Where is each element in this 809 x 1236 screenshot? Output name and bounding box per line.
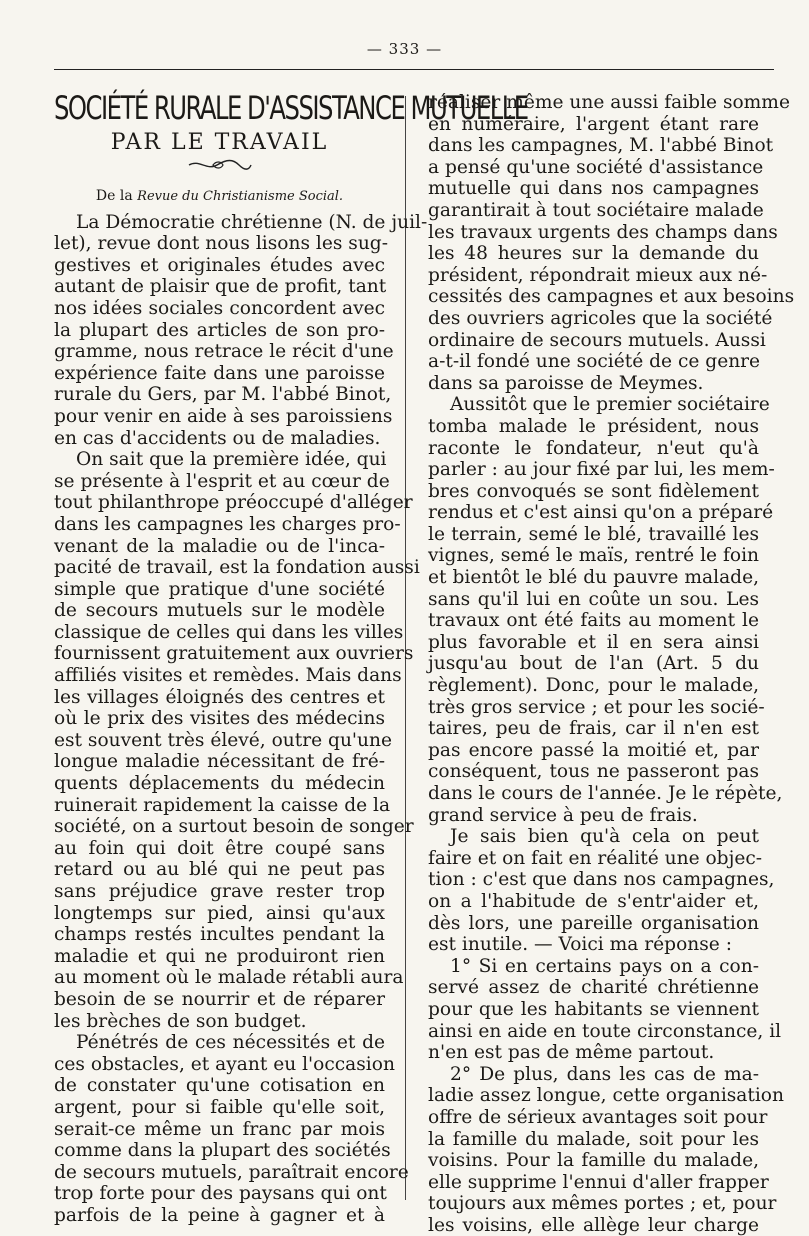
text-line: voisins. Pour la famille du malade, — [428, 1150, 759, 1172]
text-line: Aussitôt que le premier sociétaire — [450, 394, 770, 416]
text-line: comme dans la plupart des sociétés — [54, 1140, 391, 1162]
text-line: simple que pratique d'une société — [54, 578, 385, 600]
source-prefix: De la — [95, 188, 133, 204]
text-line: champs restés incultes pendant la — [54, 924, 385, 946]
text-line: des ouvriers agricoles que la société — [428, 307, 773, 329]
text-line: au moment où le malade rétabli aura — [54, 967, 404, 989]
text-line: besoin de se nourrir et de réparer — [54, 988, 385, 1010]
text-line: autant de plaisir que de profit, tant — [54, 276, 387, 298]
text-line: classique de celles qui dans les villes — [54, 621, 404, 643]
text-line: conséquent, tous ne passeront pas — [428, 761, 759, 783]
text-line: de secours mutuels sur le modèle — [54, 600, 385, 622]
text-line: a pensé qu'une société d'assistance — [428, 156, 764, 178]
text-line: venant de la maladie ou de l'inca- — [54, 535, 385, 557]
text-line: raconte le fondateur, n'eut qu'à — [428, 437, 759, 459]
text-line: toujours aux mêmes portes ; et, pour — [428, 1193, 777, 1215]
text-line: La Démocratie chrétienne (N. de juil- — [76, 211, 428, 233]
header-rule — [54, 69, 774, 70]
text-line: cessités des campagnes et aux besoins — [428, 286, 795, 308]
text-line: maladie et qui ne produiront rien — [54, 945, 385, 967]
text-line: longue maladie nécessitant de fré- — [54, 751, 385, 773]
text-line: dans les campagnes les charges pro- — [54, 513, 401, 535]
text-line: les villages éloignés des centres et — [54, 686, 385, 708]
text-line: 1° Si en certains pays on a con- — [450, 955, 759, 977]
text-line: pour venir en aide à ses paroissiens — [54, 405, 393, 427]
source-line — [54, 186, 385, 208]
text-line: la famille du malade, soit pour les — [428, 1128, 759, 1150]
text-line: ladie assez longue, cette organisation — [428, 1085, 784, 1107]
text-line: grand service à peu de frais. — [428, 804, 698, 826]
text-line: de secours mutuels, paraîtrait encore — [54, 1161, 409, 1183]
source-journal: Revue du Christianisme Social. — [137, 189, 344, 204]
text-line: ruinerait rapidement la caisse de la — [54, 794, 391, 816]
text-line: vignes, semé le maïs, rentré le foin — [428, 545, 759, 567]
text-line: Je sais bien qu'à cela on peut — [450, 826, 759, 848]
right-column — [428, 92, 795, 1236]
text-line: les 48 heures sur la demande du — [428, 243, 759, 265]
text-line: au foin qui doit être coupé sans — [54, 837, 385, 859]
text-line: gramme, nous retrace le récit d'une — [54, 341, 394, 363]
text-line: nos idées sociales concordent avec — [54, 297, 385, 319]
text-line: n'en est pas de même partout. — [428, 1042, 715, 1064]
text-line: sans qu'il lui en coûte un sou. Les — [428, 588, 759, 610]
text-line: quents déplacements du médecin — [54, 773, 385, 795]
text-line: ces obstacles, et ayant eu l'occasion — [54, 1053, 395, 1075]
text-line: elle supprime l'ennui d'aller frapper — [428, 1171, 769, 1193]
text-line: règlement). Donc, pour le malade, — [428, 675, 759, 697]
text-line: tomba malade le président, nous — [428, 415, 759, 437]
text-line: travaux ont été faits au moment le — [428, 610, 759, 632]
left-column-text — [54, 211, 428, 1227]
text-line: trop forte pour des paysans qui ont — [54, 1183, 387, 1205]
ornament-icon — [185, 158, 255, 172]
text-line: pas encore passé la moitié et, par — [428, 739, 759, 761]
text-line: let), revue dont nous lisons les sug- — [54, 233, 388, 255]
text-line: Pénétrés de ces nécessités et de — [76, 1032, 385, 1054]
text-line: les travaux urgents des champs dans — [428, 221, 778, 243]
text-line: parler : au jour fixé par lui, les mem- — [428, 459, 775, 481]
text-line: société, on a surtout besoin de songer — [54, 816, 414, 838]
text-line: 2° De plus, dans les cas de ma- — [450, 1063, 759, 1085]
text-line: faire et on fait en réalité une objec- — [428, 847, 763, 869]
text-line: offre de sérieux avantages soit pour — [428, 1106, 768, 1128]
text-line: garantirait à tout sociétaire malade — [428, 199, 764, 221]
text-line: servé assez de charité chrétienne — [428, 977, 759, 999]
text-line: tion : c'est que dans nos campagnes, — [428, 869, 775, 891]
text-line: très gros service ; et pour les socié- — [428, 696, 765, 718]
text-line: fournissent gratuitement aux ouvriers — [54, 643, 414, 665]
text-line: se présente à l'esprit et au cœur de — [54, 470, 390, 492]
text-line: en cas d'accidents ou de maladies. — [54, 427, 381, 449]
page-number: — 333 — — [366, 40, 443, 58]
text-line: retard ou au blé qui ne peut pas — [54, 859, 385, 881]
article-subtitle: PAR LE TRAVAIL — [110, 130, 329, 155]
text-line: dès lors, une pareille organisation — [428, 912, 759, 934]
text-line: argent, pour si faible qu'elle soit, — [54, 1096, 385, 1118]
text-line: jusqu'au bout de l'an (Art. 5 du — [428, 653, 759, 675]
text-line: et bientôt le blé du pauvre malade, — [428, 567, 759, 589]
text-line: plus favorable et il en sera ainsi — [428, 631, 759, 653]
text-line: longtemps sur pied, ainsi qu'aux — [54, 902, 385, 924]
text-line: la plupart des articles de son pro- — [54, 319, 385, 341]
left-column — [54, 90, 528, 1227]
text-line: ainsi en aide en toute circonstance, il — [428, 1020, 782, 1042]
text-line: rendus et c'est ainsi qu'on a préparé — [428, 502, 774, 524]
text-line: on a l'habitude de s'entr'aider et, — [428, 890, 759, 912]
text-line: sans préjudice grave rester trop — [54, 881, 385, 902]
text-line: est inutile. — Voici ma réponse : — [428, 934, 732, 956]
text-line: dans le cours de l'année. Je le répète, — [428, 783, 783, 804]
text-line: les brèches de son budget. — [54, 1010, 307, 1032]
text-line: bres convoqués se sont fidèlement — [428, 480, 759, 502]
text-line: parfois de la peine à gagner et à — [54, 1204, 385, 1226]
text-line: a-t-il fondé une société de ce genre — [428, 351, 761, 373]
text-line: taires, peu de frais, car il n'en est — [428, 718, 759, 740]
text-line: en numéraire, l'argent étant rare — [428, 113, 759, 135]
text-line: ordinaire de secours mutuels. Aussi — [428, 329, 766, 351]
text-line: les voisins, elle allège leur charge — [428, 1214, 759, 1236]
text-line: dans sa paroisse de Meymes. — [428, 372, 704, 394]
text-line: serait-ce même un franc par mois — [54, 1118, 385, 1140]
article-title: SOCIÉTÉ RURALE D'ASSISTANCE MUTUELLE — [54, 90, 528, 128]
text-line: président, répondrait mieux aux né- — [428, 264, 768, 286]
text-line: expérience faite dans une paroisse — [54, 362, 385, 384]
text-line: pour que les habitants se viennent — [428, 998, 759, 1020]
text-line: affiliés visites et remèdes. Mais dans — [54, 665, 402, 687]
right-column-text — [428, 92, 795, 1236]
text-line: gestives et originales études avec — [54, 254, 385, 276]
text-line: le terrain, semé le blé, travaillé les — [428, 523, 759, 545]
text-line: dans les campagnes, M. l'abbé Binot — [428, 135, 774, 157]
text-line: pacité de travail, est la fondation aussi — [54, 557, 420, 579]
text-line: où le prix des visites des médecins — [54, 708, 385, 730]
text-line: réaliser même une aussi faible somme — [428, 92, 790, 113]
text-line: rurale du Gers, par M. l'abbé Binot, — [54, 384, 392, 406]
text-line: mutuelle qui dans nos campagnes — [428, 178, 759, 200]
text-line: de constater qu'une cotisation en — [54, 1075, 385, 1097]
text-line: est souvent très élevé, outre qu'une — [54, 729, 392, 751]
text-line: tout philanthrope préoccupé d'alléger — [54, 492, 413, 514]
text-line: On sait que la première idée, qui — [76, 449, 387, 471]
